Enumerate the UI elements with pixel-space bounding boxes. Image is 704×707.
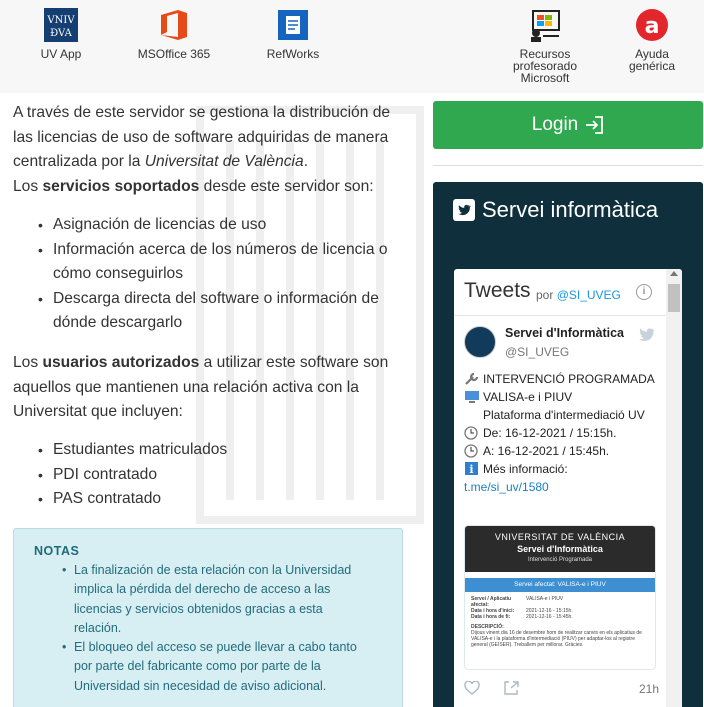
- app-recursos-label-1: Recursos: [519, 47, 571, 61]
- computer-icon: [464, 390, 480, 404]
- svg-text:ĐVA: ĐVA: [50, 28, 72, 39]
- card-row-val: VALISA-e i PIUV: [526, 596, 564, 602]
- card-desc-label: DESCRIPCIÓ:: [471, 624, 504, 630]
- twitter-bird-icon[interactable]: [638, 328, 654, 342]
- list-item: • Estudiantes matriculados: [38, 438, 408, 463]
- app-recursos-label-3: Microsoft: [520, 71, 570, 85]
- app-uv-label: UV App: [40, 47, 82, 61]
- info-icon[interactable]: i: [636, 284, 652, 300]
- notes-list: [62, 561, 362, 696]
- wrench-icon: [464, 372, 480, 386]
- microsoft-resources-icon: [528, 8, 562, 42]
- tweet-line: Plataforma d'intermediació UV: [483, 408, 645, 422]
- avatar[interactable]: [464, 326, 496, 358]
- card-row-key: Servei / Aplicatiu afectat:: [471, 596, 512, 608]
- users-para-bold: usuarios autorizados: [42, 354, 200, 371]
- refworks-icon: [276, 8, 310, 42]
- twitter-panel-title: Servei informàtica: [482, 197, 659, 222]
- users-para-b: a utilizar este software son aquellos que mantienen una relación activa con la Universitat que incluyen:: [13, 354, 389, 420]
- intro-text-b: .: [303, 153, 309, 170]
- login-label: Login: [531, 114, 579, 135]
- tweet-handle[interactable]: @SI_UVEG: [505, 345, 570, 359]
- card-univ: VNIVERSITAT DE VALÈNCIA: [494, 532, 626, 542]
- app-recursos-microsoft[interactable]: [500, 8, 590, 84]
- card-desc: Dijous vinent dia 16 de desembre hom de realitzar canvis en els aplicatius de VALISA-e i la plataforma d'intermediació (PIUV) per adaptar-los al registre general (GEISER). Treballem per millorar. Gràcies.: [471, 630, 642, 648]
- intro-university: Universitat de València: [144, 153, 304, 170]
- divider: [433, 165, 703, 166]
- notes-title: NOTAS: [34, 544, 80, 558]
- svg-text:VNIV: VNIV: [47, 15, 75, 26]
- list-item: • La finalización de esta relación con la Universidad implica la pérdida del derecho de acceso a las licencias y servicios obtenidos gracias a esta relación.: [62, 561, 362, 638]
- timeline-title: Tweets: [464, 279, 531, 302]
- svg-text:i: i: [469, 463, 474, 476]
- services-list: [38, 213, 408, 336]
- app-ayuda-label-2: genérica: [628, 59, 676, 73]
- svg-text:a: a: [644, 14, 660, 39]
- twitter-panel: [433, 182, 703, 707]
- tweet-line: Més informació:: [483, 462, 568, 476]
- tweet-line: VALISA-e i PIUV: [483, 390, 573, 404]
- tweet-actions: [464, 680, 659, 698]
- card-row-val: 2021-12-16 - 15:15h.: [526, 608, 573, 614]
- help-icon: [635, 8, 669, 42]
- uv-logo-icon: [44, 8, 78, 42]
- list-item: • Información acerca de los números de licencia o cómo conseguirlos: [38, 238, 408, 287]
- app-ayuda[interactable]: [614, 8, 690, 72]
- clock-icon: [464, 426, 480, 440]
- users-list: [38, 438, 408, 512]
- timeline-by: [536, 288, 621, 302]
- office-icon: [157, 8, 191, 42]
- timeline-by-label: por: [536, 288, 554, 302]
- list-item: • PDI contratado: [38, 463, 408, 488]
- intro-paragraph: [13, 101, 411, 199]
- notes-box: [13, 528, 403, 707]
- app-recursos-label-2: profesorado: [512, 59, 578, 73]
- app-refworks[interactable]: [258, 8, 328, 60]
- list-item: • El bloqueo del acceso se puede llevar a cabo tanto por parte del fabricante como por parte de la Universidad sin necesidad de aviso adicional.: [62, 638, 362, 696]
- list-item: • Asignación de licencias de uso: [38, 213, 408, 238]
- scroll-up-arrow-icon[interactable]: [670, 271, 678, 276]
- tweet-line: INTERVENCIÓ PROGRAMADA: [483, 372, 655, 386]
- app-msoffice[interactable]: [130, 8, 218, 60]
- card-header: [465, 526, 655, 572]
- twitter-square-icon: [453, 199, 475, 221]
- card-row-key: Data i hora d'inici:: [471, 608, 515, 614]
- timeline-scrollbar[interactable]: [666, 269, 682, 707]
- card-body: [465, 592, 655, 652]
- clock-icon: [464, 444, 480, 458]
- list-item: • Descarga directa del software o información de dónde descargarlo: [38, 287, 408, 336]
- timeline-by-handle[interactable]: @SI_UVEG: [556, 288, 621, 302]
- tweet-text: [464, 370, 664, 496]
- app-ayuda-label-1: Ayuda: [635, 47, 669, 61]
- heart-icon[interactable]: [464, 681, 480, 695]
- info-square-icon: [464, 462, 480, 476]
- card-band: Servei afectat: VALISA-e i PIUV: [465, 578, 655, 592]
- card-row-val: 2021-12-16 - 15:45h.: [526, 614, 573, 620]
- sign-in-icon: [584, 116, 604, 134]
- twitter-panel-header: [453, 197, 658, 223]
- intro-line2-b: desde este servidor son:: [199, 177, 374, 195]
- tweet-time[interactable]: 21h: [638, 682, 659, 696]
- intro-line2-a: Los: [13, 177, 43, 195]
- card-kind: Intervenció Programada: [527, 557, 593, 563]
- intro-text-a: A través de este servidor se gestiona la distribución de las licencias de uso de software adquiridas de manera centralizada por la: [13, 104, 391, 170]
- tweet-line: A: 16-12-2021 / 15:45h.: [483, 444, 610, 458]
- app-msoffice-label: MSOffice 365: [137, 47, 211, 61]
- app-uv[interactable]: [30, 8, 92, 60]
- share-icon[interactable]: [504, 681, 520, 695]
- card-row-key: Data i hora de fi:: [471, 614, 511, 620]
- list-item: • PAS contratado: [38, 487, 408, 512]
- users-para-a: Los: [13, 354, 43, 371]
- intro-line2-bold: servicios soportados: [42, 177, 200, 195]
- tweet-author[interactable]: Servei d'Informàtica: [505, 326, 624, 340]
- tweet-link[interactable]: t.me/si_uv/1580: [464, 480, 549, 494]
- scroll-thumb[interactable]: [668, 284, 680, 312]
- tweet[interactable]: [454, 315, 666, 707]
- twitter-timeline[interactable]: [454, 269, 682, 707]
- login-button[interactable]: [433, 101, 703, 149]
- timeline-header: [454, 269, 666, 315]
- card-service: Servei d'Informàtica: [517, 544, 603, 554]
- users-paragraph: [13, 351, 411, 425]
- tweet-line: De: 16-12-2021 / 15:15h.: [483, 426, 617, 440]
- app-refworks-label: RefWorks: [266, 47, 320, 61]
- tweet-media-card[interactable]: [464, 525, 656, 670]
- apps-bar: [0, 0, 704, 93]
